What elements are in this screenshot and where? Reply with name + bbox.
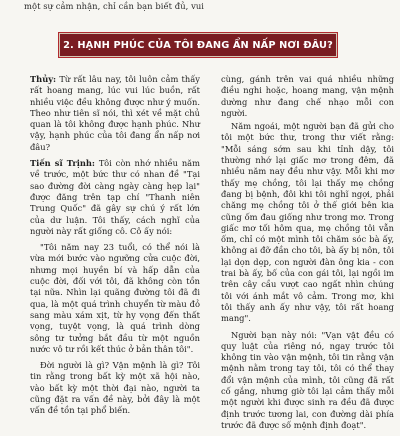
quote-paragraph: "Tôi năm nay 23 tuổi, có thể nói là vừa mới bước vào ngưỡng cửa cuộc đời, nhưng mọi huyền bí và hấp dẫn của cuộc đời, đối với tôi, đã không còn tồn tại nữa. Nhìn lại quãng đường tôi đã đi qua, là một quá trình chuyển từ màu đỏ sang màu xám xịt, từ hy vọng đến thất vọng, tuyệt vọng, là quá trình dòng sông tư tưởng bắt đầu từ một nguồn nước vô tư rồi kết thúc ở bản thân tôi". [30, 242, 200, 354]
paragraph: cùng, gánh trên vai quá nhiều những điều nghi hoặc, hoang mang, vận mệnh dường như đang chế nhạo mỗi con người. [221, 74, 394, 118]
section-title-banner [60, 34, 336, 56]
left-column [30, 74, 200, 422]
speaker-label: Thủy: [30, 74, 57, 84]
previous-text-line: một sự cảm nhận, chỉ cần bạn biết đủ, vui [24, 1, 205, 11]
paragraph-text: Tôi còn nhớ nhiều năm về trước, một bức thư có nhan đề "Tại sao đường đời càng ngày càng hẹp lại" được đăng trên tạp chí "Thanh niên Trung Quốc" đã gây sự chú ý rất lớn của dư luận. Tôi thấy, cách nghĩ của người này rất giống cô. Cô ấy nói: [30, 158, 200, 236]
paragraph: Người bạn này nói: "Vạn vật đều có quy luật của riêng nó, ngay trước tôi không tin vào vận mệnh, tôi tin rằng vận mệnh nằm trong tay tôi, tôi có thể thay đổi vận mệnh của mình, tôi cũng đã rất cố gắng, nhưng giờ tôi lại cảm thấy mỗi một người khi được sinh ra đều đã được định trước tương lai, con đường dài phía trước đã được số mệnh định đoạt". [221, 329, 394, 430]
paragraph-text: Từ rất lâu nay, tôi luôn cảm thấy rất hoang mang, lúc vui lúc buồn, rất nhiều việc đều không được như ý muốn. Theo như tiên sĩ nói, thì xét về mặt chủ quan là tôi không được hạnh phúc. Như vậy, hạnh phúc của tôi đang ẩn nấp nơi đâu? [30, 74, 200, 152]
right-column [221, 74, 394, 436]
speaker-label: Tiến sĩ Trịnh: [30, 158, 95, 169]
section-title: 2. HẠNH PHÚC CỦA TÔI ĐANG ẨN NẤP NƠI ĐÂU? [63, 39, 333, 51]
paragraph: Đời người là gì? Vận mệnh là gì? Tôi tin rằng trong bất kỳ một xã hội nào, vào bất kỳ một thời đại nào, người ta cũng đặt ra vấn đề này, bởi đây là một vấn đề tồn tại phổ biến. [30, 360, 200, 416]
paragraph [30, 158, 200, 237]
paragraph [30, 74, 200, 153]
paragraph: Năm ngoái, một người bạn đã gửi cho tôi một bức thư, trong thư viết rằng: "Mỗi sáng sớm sau khi tỉnh dậy, tôi thường nhớ lại giấc mơ trong đêm, đã nhiều năm nay đều như vậy. Mỗi khi mơ thấy mẹ chồng, tôi lại thấy mẹ chồng đang bị bệnh, đôi khi tôi nghĩ ngợi, phải chăng mẹ chồng tôi ở thế giới bên kia cũng ốm đau giống như trong mơ. Trong giấc mơ tối hôm qua, mẹ chồng tôi vẫn ốm, chỉ có một mình tôi chăm sóc bà ấy, không ai đỡ đần cho tôi, bà ấy bị nôn, tôi lại dọn dẹp, con người đàn ông kia - con trai bà ấy, bố của con gái tôi, lại ngồi im trên cây cầu vượt cao ngất nhìn chúng tôi với ánh mắt vô cảm. Trong mơ, khi tôi thấy anh ấy như vậy, tôi rất hoang mang". [221, 121, 394, 324]
